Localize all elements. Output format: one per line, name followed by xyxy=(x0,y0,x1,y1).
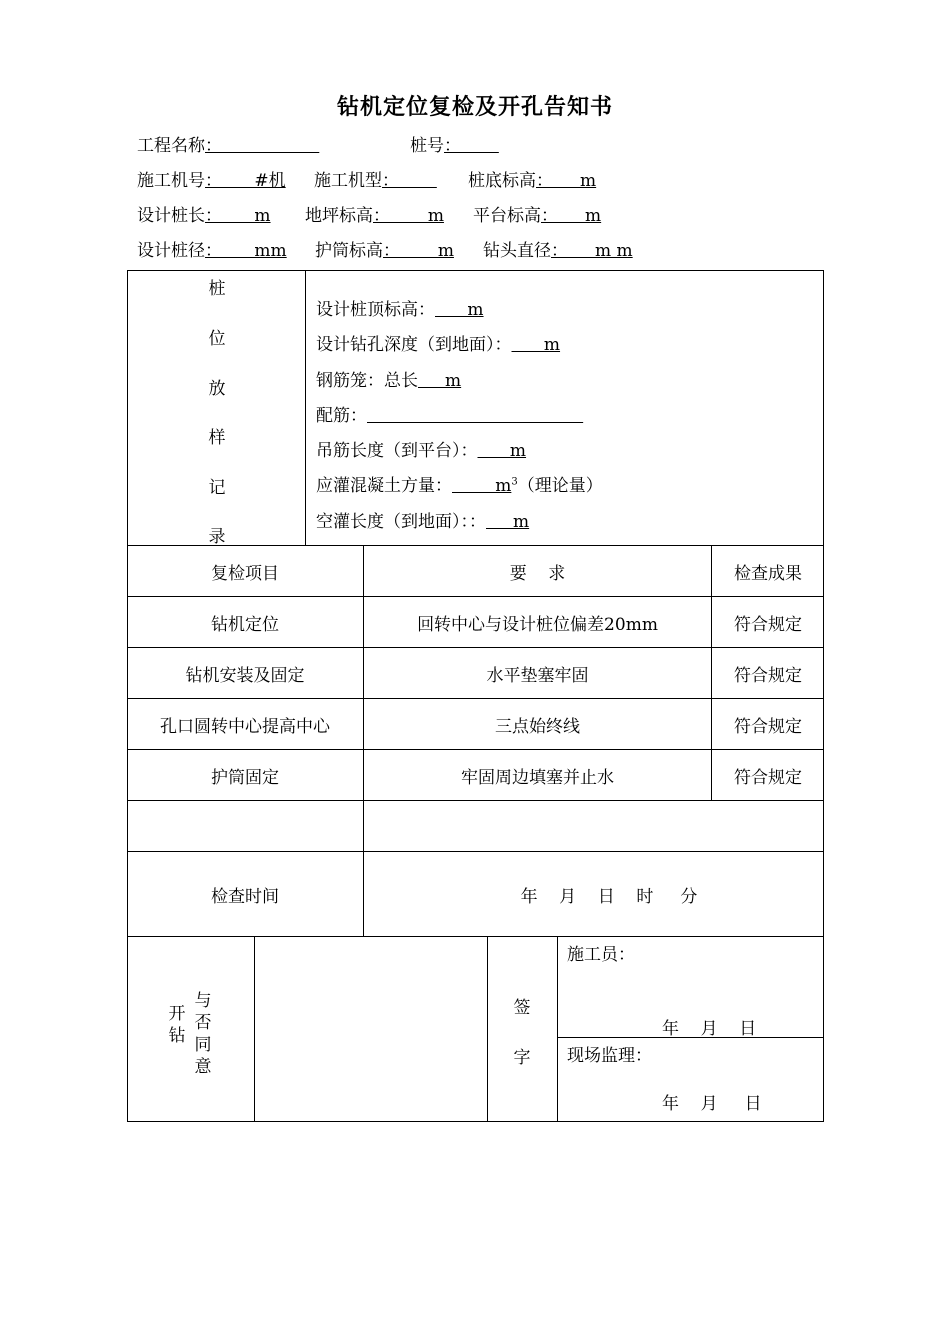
header-result: 检查成果 xyxy=(734,563,802,584)
bit-dia-field xyxy=(483,236,633,261)
project-name-field xyxy=(137,131,319,156)
hanger-value[interactable]: m xyxy=(477,441,527,461)
layout-record-char: 样 xyxy=(208,428,226,448)
pile-bottom-label: 桩底标高 xyxy=(468,171,536,191)
pile-top-row xyxy=(316,295,484,320)
row-requirement: 回转中心与设计桩位偏差20mm xyxy=(417,614,658,635)
open-drill-label: 开钻 xyxy=(168,1004,186,1046)
check-time-value[interactable]: 年 月 日 时 分 xyxy=(520,886,698,907)
casing-elev-field xyxy=(315,236,454,261)
bit-dia-value[interactable]: ： m m xyxy=(551,241,633,261)
ground-elev-value[interactable]: ： m xyxy=(373,206,444,226)
design-dia-field xyxy=(137,236,287,261)
design-dia-value[interactable]: ： mm xyxy=(205,241,287,261)
check-time-label: 检查时间 xyxy=(211,886,279,907)
builder-date[interactable]: 年 月 日 xyxy=(662,1019,757,1039)
consent-input[interactable] xyxy=(255,937,487,1121)
rig-no-value[interactable]: ： #机 xyxy=(205,171,286,191)
design-length-field xyxy=(137,201,271,226)
bit-dia-label: 钻头直径 xyxy=(483,241,551,261)
concrete-unit-exponent: 3 xyxy=(511,476,518,488)
sign-char: 签 xyxy=(513,998,531,1018)
ground-elev-field xyxy=(305,201,444,226)
row-result[interactable]: 符合规定 xyxy=(734,716,802,737)
rig-no-label: 施工机号 xyxy=(137,171,205,191)
rebar-label: 配筋： xyxy=(316,406,367,426)
cage-label: 钢筋笼：总长 xyxy=(316,371,418,391)
platform-elev-value[interactable]: ： m xyxy=(541,206,602,226)
empty-pour-row xyxy=(316,507,529,532)
concrete-label: 应灌混凝土方量： xyxy=(316,476,452,496)
drill-depth-value[interactable]: m xyxy=(511,335,561,355)
row-requirement: 三点始终线 xyxy=(495,716,580,737)
cage-row xyxy=(316,366,461,391)
casing-elev-value[interactable]: ： m xyxy=(383,241,454,261)
supervisor-date[interactable]: 年 月 日 xyxy=(662,1094,762,1114)
design-dia-label: 设计桩径 xyxy=(137,241,205,261)
pile-no-label: 桩号 xyxy=(410,136,444,156)
empty-pour-value[interactable]: m xyxy=(486,512,530,532)
pile-bottom-field xyxy=(468,166,596,191)
hanger-label: 吊筋长度（到平台）： xyxy=(316,441,478,461)
rig-type-label: 施工机型 xyxy=(314,171,382,191)
builder-label: 施工员： xyxy=(567,945,635,965)
empty-pour-label: 空灌长度（到地面）：： xyxy=(316,512,486,532)
layout-record-char: 放 xyxy=(208,379,226,399)
document-title: 钻机定位复检及开孔告知书 xyxy=(336,94,613,120)
pile-no-field xyxy=(410,131,499,156)
design-length-value[interactable]: ： m xyxy=(205,206,271,226)
design-length-label: 设计桩长 xyxy=(137,206,205,226)
pile-top-value[interactable]: m xyxy=(435,300,484,320)
rig-type-value[interactable]: ： xyxy=(382,171,437,191)
empty-row-content[interactable] xyxy=(364,801,824,851)
rig-no-field xyxy=(137,166,286,191)
ground-elev-label: 地坪标高 xyxy=(305,206,373,226)
layout-record-char: 桩 xyxy=(208,279,226,299)
layout-record-char: 录 xyxy=(208,527,226,547)
row-requirement: 水平垫塞牢固 xyxy=(486,665,589,686)
casing-elev-label: 护筒标高 xyxy=(315,241,383,261)
layout-record-char: 记 xyxy=(208,478,226,498)
pile-no-value[interactable]: ： xyxy=(444,136,499,156)
row-result[interactable]: 符合规定 xyxy=(734,614,802,635)
pile-top-label: 设计桩顶标高： xyxy=(316,300,435,320)
row-result[interactable]: 符合规定 xyxy=(734,767,802,788)
header-check-item: 复检项目 xyxy=(211,563,279,584)
supervisor-label: 现场监理： xyxy=(567,1046,652,1066)
concrete-suffix: （理论量） xyxy=(517,476,603,496)
drill-depth-label: 设计钻孔深度（到地面）： xyxy=(316,335,512,355)
pile-bottom-value[interactable]: ： m xyxy=(536,171,597,191)
project-name-value[interactable]: ： xyxy=(205,136,320,156)
sign-char: 字 xyxy=(513,1048,531,1068)
concrete-row xyxy=(316,471,603,496)
row-item: 孔口圆转中心提高中心 xyxy=(160,716,330,737)
drill-depth-row xyxy=(316,330,560,355)
platform-elev-field xyxy=(473,201,601,226)
rig-type-field xyxy=(314,166,437,191)
platform-elev-label: 平台标高 xyxy=(473,206,541,226)
row-result[interactable]: 符合规定 xyxy=(734,665,802,686)
rebar-value[interactable] xyxy=(367,406,583,426)
cage-value[interactable]: m xyxy=(418,371,462,391)
row-item: 钻机安装及固定 xyxy=(185,665,305,686)
row-item: 护筒固定 xyxy=(211,767,279,788)
concrete-value[interactable]: m xyxy=(452,476,512,496)
header-requirement: 要 求 xyxy=(509,563,566,584)
hanger-row xyxy=(316,436,526,461)
empty-row-item[interactable] xyxy=(127,801,363,851)
consent-label: 与否同意 xyxy=(194,991,212,1077)
project-name-label: 工程名称 xyxy=(137,136,205,156)
layout-record-char: 位 xyxy=(208,329,226,349)
row-requirement: 牢固周边填塞并止水 xyxy=(461,767,614,788)
rebar-row xyxy=(316,401,583,426)
row-item: 钻机定位 xyxy=(211,614,279,635)
